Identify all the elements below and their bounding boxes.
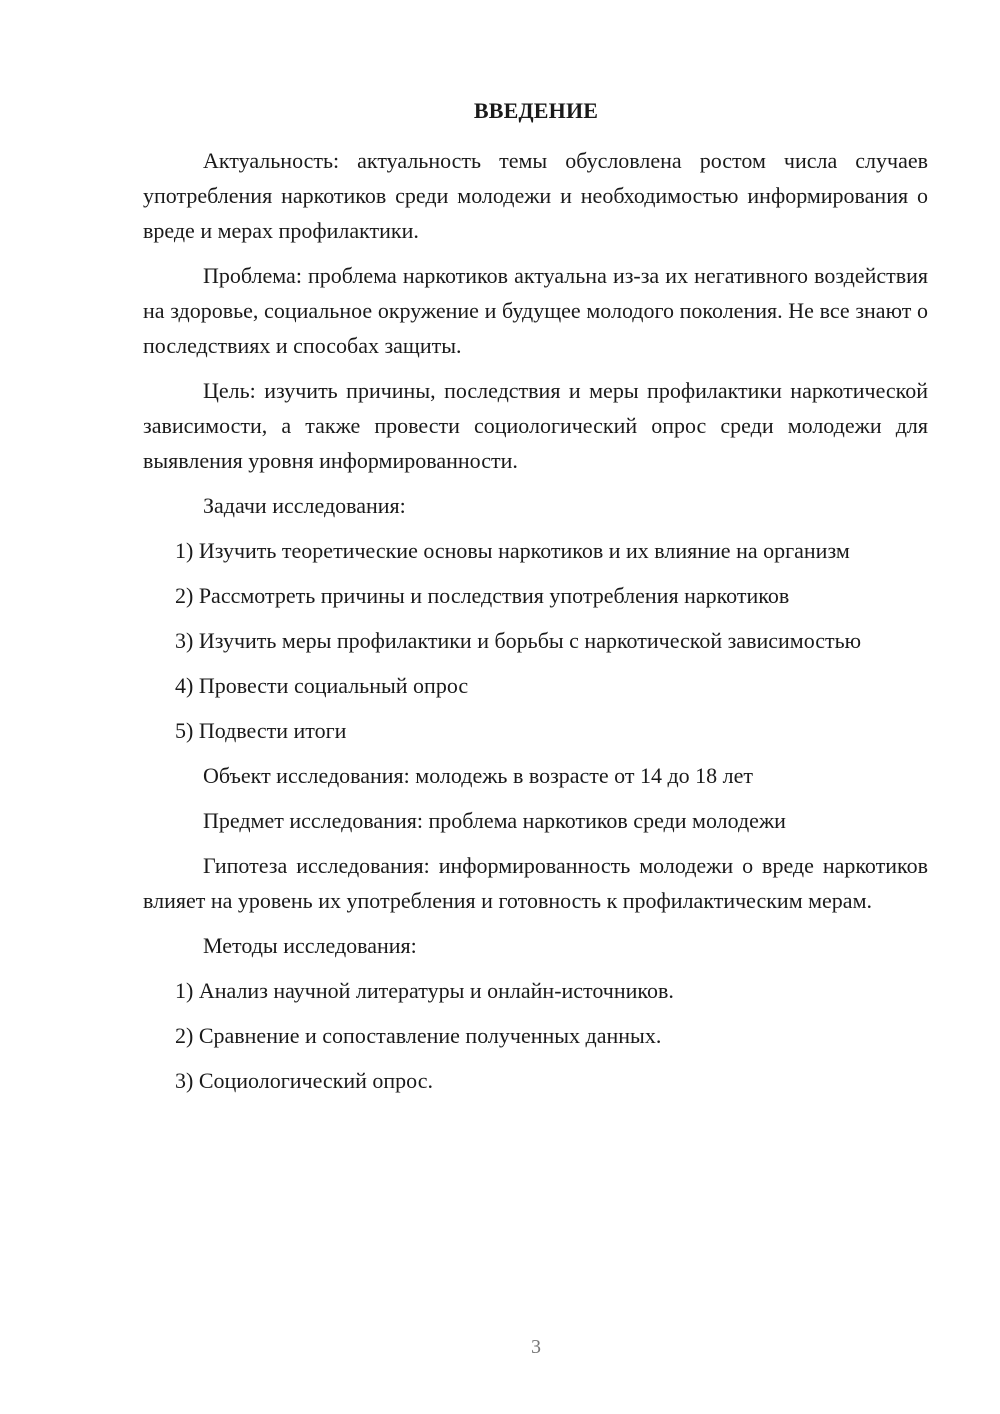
- section-title: ВВЕДЕНИЕ: [473, 98, 599, 123]
- task-item: 2) Рассмотреть причины и последствия употребления наркотиков: [175, 583, 790, 608]
- tasks-heading: Задачи исследования:: [203, 493, 406, 518]
- method-item: 1) Анализ научной литературы и онлайн-источников.: [175, 978, 674, 1003]
- goal-paragraph: Цель: изучить причины, последствия и меры профилактики наркотической зависимости, а также провести социологический опрос среди молодежи для выявления уровня информированности.: [143, 378, 928, 473]
- method-item: 2) Сравнение и сопоставление полученных данных.: [175, 1023, 662, 1048]
- task-item: 4) Провести социальный опрос: [175, 673, 469, 698]
- methods-heading: Методы исследования:: [203, 933, 417, 958]
- task-item: 3) Изучить меры профилактики и борьбы с наркотической зависимостью: [175, 628, 862, 653]
- body-text: [143, 143, 928, 1108]
- relevance-paragraph: Актуальность: актуальность темы обусловлена ростом числа случаев употребления наркотиков среди молодежи и необходимостью информирования о вреде и мерах профилактики.: [143, 148, 928, 243]
- hypothesis-paragraph: Гипотеза исследования: информированность молодежи о вреде наркотиков влияет на уровень их употребления и готовность к профилактическим мерам.: [143, 853, 928, 913]
- object-paragraph: Объект исследования: молодежь в возрасте от 14 до 18 лет: [203, 763, 754, 788]
- page-number: 3: [531, 1336, 541, 1358]
- task-item: 5) Подвести итоги: [175, 718, 347, 743]
- subject-paragraph: Предмет исследования: проблема наркотиков среди молодежи: [203, 808, 786, 833]
- task-item: 1) Изучить теоретические основы наркотиков и их влияние на организм: [175, 538, 850, 563]
- problem-paragraph: Проблема: проблема наркотиков актуальна из-за их негативного воздействия на здоровье, социальное окружение и будущее молодого поколения. Не все знают о последствиях и способах защиты.: [143, 263, 928, 358]
- method-item: 3) Социологический опрос.: [175, 1068, 433, 1093]
